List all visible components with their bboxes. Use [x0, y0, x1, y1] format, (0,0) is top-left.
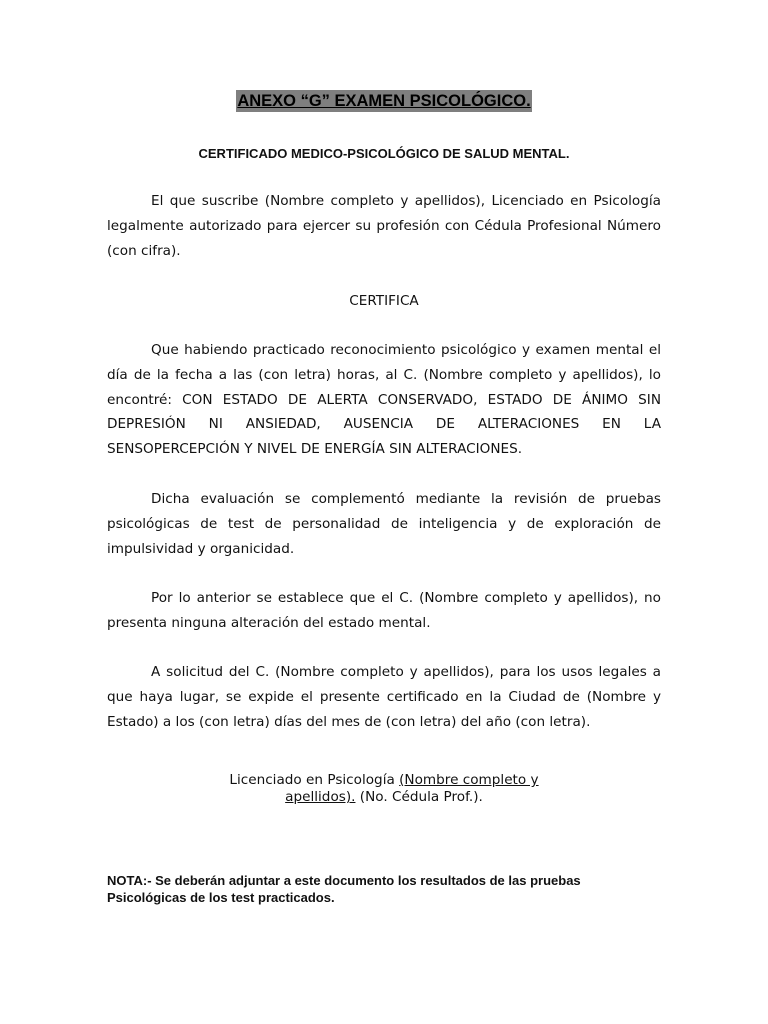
certifica-heading: CERTIFICA: [349, 293, 419, 309]
document-subtitle: CERTIFICADO MEDICO-PSICOLÓGICO DE SALUD MENTAL.: [198, 146, 570, 161]
document-title: ANEXO “G” EXAMEN PSICOLÓGICO.: [237, 92, 531, 110]
paragraph-request: A solicitud del C. (Nombre completo y apellidos), para los usos legales a que haya lugar, se expide el presente certificado en la Ciudad de (Nombre y Estado) a los (con letra) días del mes de (con letra) del año (con letra).: [107, 664, 661, 730]
paragraph-evaluation: Dicha evaluación se complementó mediante la revisión de pruebas psicológicas de test de personalidad de inteligencia y de exploración de impulsividad y organicidad.: [107, 491, 661, 557]
signature-name: (Nombre completo y apellidos).: [285, 772, 539, 805]
paragraph-signatory: El que suscribe (Nombre completo y apellidos), Licenciado en Psicología legalmente autorizado para ejercer su profesión con Cédula Profesional Número (con cifra).: [107, 193, 661, 259]
signature-suffix: (No. Cédula Prof.).: [355, 789, 483, 805]
signature-prefix: Licenciado en Psicología: [229, 772, 400, 788]
paragraph-findings: Que habiendo practicado reconocimiento psicológico y examen mental el día de la fecha a las (con letra) horas, al C. (Nombre completo y apellidos), lo encontré: CON ESTADO DE ALERTA CONSERVADO, ESTADO DE ÁNIMO SIN DEPRESIÓN NI ANSIEDAD, AUSENCIA DE ALTERACIONES EN LA SENSOPERCEPCIÓN Y NIVEL DE ENERGÍA SIN ALTERACIONES.: [107, 342, 661, 458]
nota-text: NOTA:- Se deberán adjuntar a este documento los resultados de las pruebas Psicológicas de los test practicados.: [107, 873, 581, 905]
signature-block: [207, 772, 561, 806]
paragraph-conclusion: Por lo anterior se establece que el C. (Nombre completo y apellidos), no presenta ninguna alteración del estado mental.: [107, 590, 661, 631]
title-container: [107, 90, 661, 112]
